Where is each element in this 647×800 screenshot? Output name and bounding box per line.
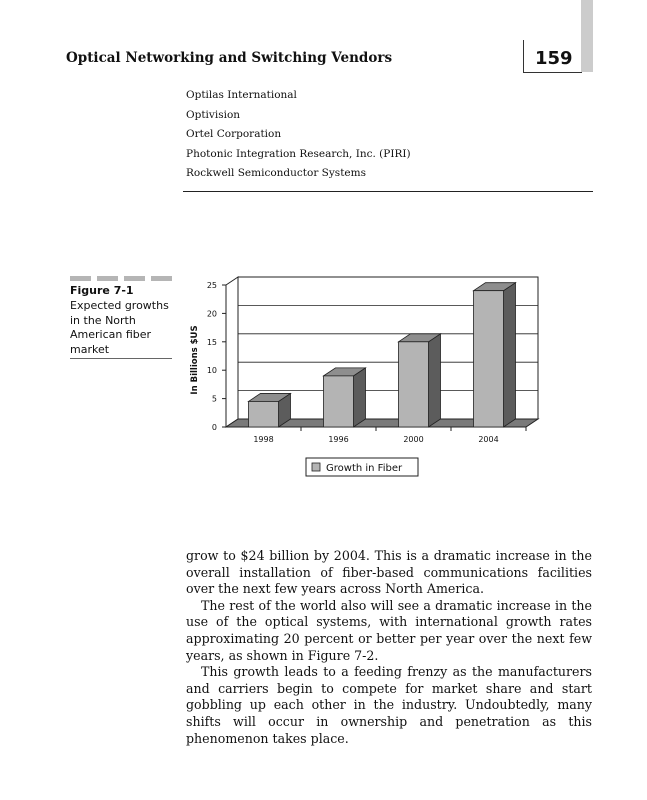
y-tick-label: 20	[206, 309, 217, 319]
page-number: 159	[535, 48, 573, 69]
caption-rule	[70, 358, 172, 359]
x-tick-label: 1996	[328, 435, 349, 444]
body-paragraph: The rest of the world also will see a dramatic increase in the use of the optical systems, with international growth rates approximating 20 percent or better per year over the next few years, as shown in Figure 7-2.	[186, 597, 592, 663]
bar-1998	[249, 401, 279, 427]
vendor-item: Optivision	[186, 108, 241, 121]
y-axis-title: In Billions $US	[190, 325, 200, 395]
x-tick-label: 2000	[403, 435, 424, 444]
bar-side-2004	[504, 283, 516, 427]
bar-side-2000	[429, 334, 441, 427]
vendor-list	[186, 89, 411, 187]
y-tick-label: 5	[211, 394, 217, 404]
legend-label: Growth in Fiber	[326, 463, 403, 474]
bar-side-1996	[354, 368, 366, 427]
caption-dash-ornament	[70, 276, 172, 281]
page-edge-tab	[581, 0, 593, 72]
body-paragraph: grow to $24 billion by 2004. This is a dramatic increase in the overall installation of fiber-based communications facilities over the next few years across North America.	[186, 548, 592, 597]
bar-1996	[324, 376, 354, 427]
body-text	[186, 548, 592, 747]
section-divider	[183, 191, 593, 192]
figure-label: Figure 7-1	[70, 284, 134, 297]
bar-2004	[474, 291, 504, 427]
vendor-item: Optilas International	[186, 89, 297, 101]
figure-caption: Expected growths in the North American fiber market	[70, 299, 169, 356]
vendor-item: Rockwell Semiconductor Systems	[186, 167, 366, 179]
legend-swatch	[312, 463, 320, 471]
x-tick-label: 2004	[478, 435, 499, 444]
fiber-growth-bar-chart	[186, 270, 556, 485]
running-header-title: Optical Networking and Switching Vendors	[66, 50, 393, 66]
vendor-item: Ortel Corporation	[186, 128, 282, 140]
bar-2000	[399, 342, 429, 427]
vendor-item: Photonic Integration Research, Inc. (PIRI)	[186, 147, 411, 160]
y-tick-label: 25	[206, 281, 217, 290]
y-tick-label: 0	[211, 423, 217, 432]
x-tick-label: 1998	[253, 435, 274, 444]
y-tick-label: 10	[206, 366, 217, 376]
y-tick-label: 15	[206, 337, 217, 347]
body-paragraph: This growth leads to a feeding frenzy as the manufacturers and carriers begin to compete for market share and start gobbling up each other in the industry. Undoubtedly, many shifts will occur in ownership and penetration as this phenomenon takes place.	[186, 664, 592, 746]
chart-side-wall	[226, 277, 238, 427]
